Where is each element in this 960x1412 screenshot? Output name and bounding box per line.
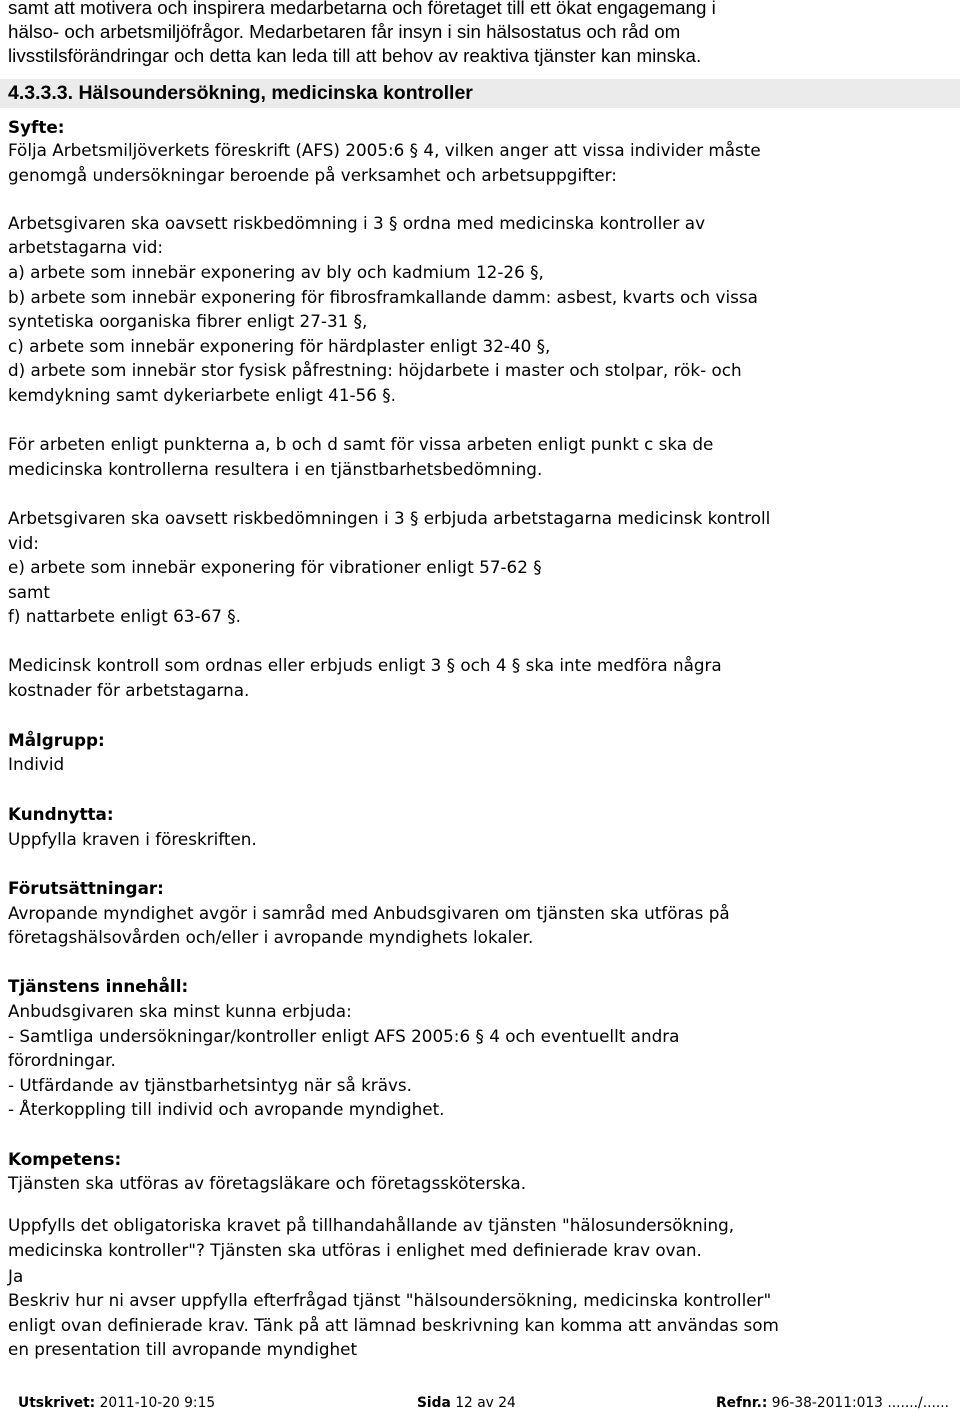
forutsattningar-label: Förutsättningar: [8, 878, 164, 898]
kundnytta-label: Kundnytta: [8, 804, 114, 824]
intro-line: hälso- och arbetsmiljöfrågor. Medarbetaren får insyn i sin hälsostatus och råd om [8, 21, 681, 42]
requirement-question-line: medicinska kontroller"? Tjänsten ska utföras i enlighet med definierade krav ovan. [8, 1240, 702, 1260]
tjanstens-innehall-list-item: förordningar. [8, 1050, 116, 1070]
kompetens-label: Kompetens: [8, 1149, 122, 1169]
syfte-line: Arbetsgivaren ska oavsett riskbedömningen i 3 § erbjuda arbetstagarna medicinsk kontroll [8, 508, 771, 528]
syfte-list-item: d) arbete som innebär stor fysisk påfrestning: höjdarbete i master och stolpar, rök- och [8, 360, 742, 380]
section-heading: 4.3.3.3. Hälsoundersökning, medicinska kontroller [8, 82, 473, 104]
kundnytta-line: Uppfylla kraven i föreskriften. [8, 829, 257, 849]
syfte-line: arbetstagarna vid: [8, 237, 164, 257]
footer-ref-value: 96-38-2011:013 ......./...... [771, 1395, 950, 1411]
requirement-description-line: en presentation till avropande myndighet [8, 1339, 358, 1359]
malgrupp-label: Målgrupp: [8, 730, 105, 750]
kompetens-line: Tjänsten ska utföras av företagsläkare och företagssköterska. [8, 1173, 527, 1193]
syfte-line: kostnader för arbetstagarna. [8, 680, 250, 700]
syfte-list-item: c) arbete som innebär exponering för härdplaster enligt 32-40 §, [8, 336, 551, 356]
tjanstens-innehall-list-item: - Återkoppling till individ och avropande myndighet. [8, 1099, 445, 1119]
syfte-list-item: syntetiska oorganiska fibrer enligt 27-31 §, [8, 311, 368, 331]
syfte-list-item: e) arbete som innebär exponering för vibrationer enligt 57-62 § [8, 557, 542, 577]
requirement-description-line: enligt ovan definierade krav. Tänk på att lämnad beskrivning kan komma att användas som [8, 1315, 779, 1335]
syfte-line: För arbeten enligt punkterna a, b och d samt för vissa arbeten enligt punkt c ska de [8, 434, 714, 454]
tjanstens-innehall-list-item: - Samtliga undersökningar/kontroller enligt AFS 2005:6 § 4 och eventuellt andra [8, 1026, 680, 1046]
tjanstens-innehall-label: Tjänstens innehåll: [8, 976, 189, 996]
syfte-line: Arbetsgivaren ska oavsett riskbedömning i 3 § ordna med medicinska kontroller av [8, 213, 706, 233]
malgrupp-line: Individ [8, 754, 65, 774]
tjanstens-innehall-line: Anbudsgivaren ska minst kunna erbjuda: [8, 1001, 352, 1021]
footer-page-label: Sida [417, 1395, 451, 1411]
syfte-list-item: kemdykning samt dykeriarbete enligt 41-56 §. [8, 385, 396, 405]
syfte-line: samt [8, 582, 50, 602]
syfte-label: Syfte: [8, 117, 65, 137]
requirement-answer: Ja [8, 1266, 24, 1286]
footer-page-value: 12 av 24 [455, 1395, 516, 1411]
syfte-line: Medicinsk kontroll som ordnas eller erbjuds enligt 3 § och 4 § ska inte medföra några [8, 655, 722, 675]
intro-line: livsstilsförändringar och detta kan leda till att behov av reaktiva tjänster kan minska. [8, 45, 702, 66]
requirement-question-line: Uppfylls det obligatoriska kravet på tillhandahållande av tjänsten "hälosundersökning, [8, 1215, 735, 1235]
syfte-list-item: a) arbete som innebär exponering av bly och kadmium 12-26 §, [8, 262, 544, 282]
syfte-list-item: b) arbete som innebär exponering för fibrosframkallande damm: asbest, kvarts och vissa [8, 287, 758, 307]
syfte-line: genomgå undersökningar beroende på verksamhet och arbetsuppgifter: [8, 165, 617, 185]
footer-printed-value: 2011-10-20 9:15 [99, 1395, 216, 1411]
footer-printed-label: Utskrivet: [18, 1395, 96, 1411]
syfte-line: Följa Arbetsmiljöverkets föreskrift (AFS) 2005:6 § 4, vilken anger att vissa individer måste [8, 140, 761, 160]
footer-printed [18, 1395, 215, 1411]
footer-ref-label: Refnr.: [716, 1395, 768, 1411]
footer-reference [716, 1395, 949, 1411]
forutsattningar-line: Avropande myndighet avgör i samråd med Anbudsgivaren om tjänsten ska utföras på [8, 903, 730, 923]
requirement-description-line: Beskriv hur ni avser uppfylla efterfrågad tjänst "hälsoundersökning, medicinska kontroller" [8, 1290, 772, 1310]
syfte-line: vid: [8, 533, 39, 553]
tjanstens-innehall-list-item: - Utfärdande av tjänstbarhetsintyg när så krävs. [8, 1075, 413, 1095]
intro-line: samt att motivera och inspirera medarbetarna och företaget till ett ökat engagemang i [8, 0, 716, 18]
syfte-line: medicinska kontrollerna resultera i en tjänstbarhetsbedömning. [8, 459, 543, 479]
footer-page-number [417, 1395, 516, 1411]
forutsattningar-line: företagshälsovården och/eller i avropande myndighets lokaler. [8, 927, 534, 947]
syfte-list-item: f) nattarbete enligt 63-67 §. [8, 606, 241, 626]
